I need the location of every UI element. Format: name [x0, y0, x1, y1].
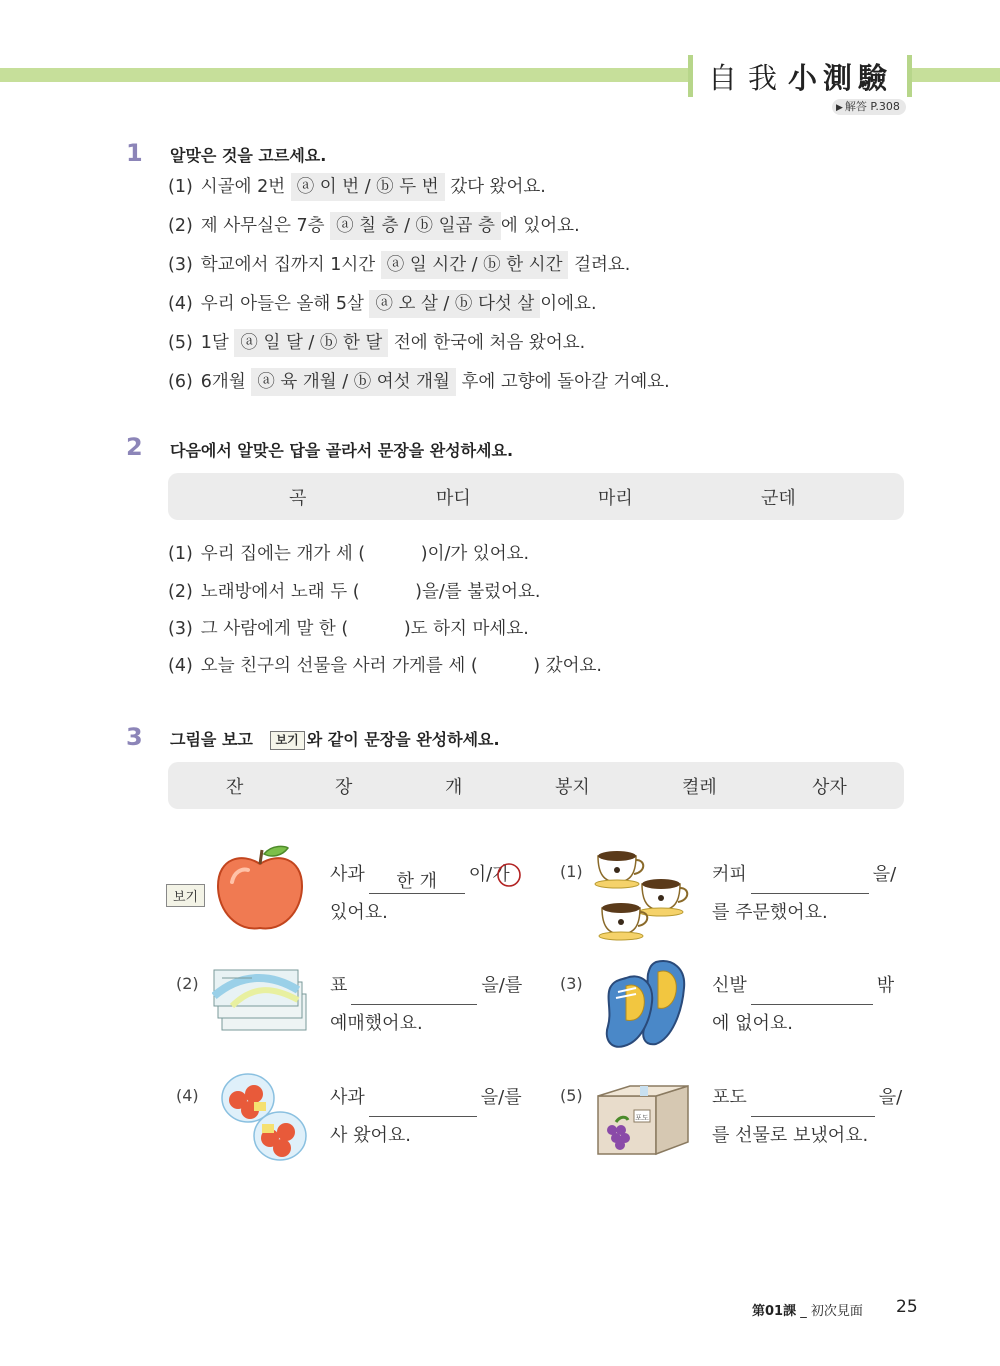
- item-text: 6개월: [200, 372, 246, 392]
- item-text: 걸려요.: [574, 255, 631, 275]
- item-text: 우리 집에는 개가 세 ( )이/가 있어요.: [200, 544, 530, 564]
- option-choice: ⓐ 이 번 / ⓑ 두 번: [291, 173, 445, 201]
- header-bar-left: [0, 68, 688, 82]
- example-answer-text: 한 개: [396, 871, 438, 892]
- item-text: 후에 고향에 돌아갈 거예요.: [461, 372, 670, 392]
- item-number: (3): [560, 974, 583, 993]
- item-number: (5): [560, 1086, 583, 1105]
- page-title: [708, 56, 908, 96]
- coffee-cups-icon: [592, 846, 692, 942]
- q1-item-2: [168, 212, 580, 240]
- item-3-line-1: [712, 967, 894, 1005]
- item-text: 을/를: [480, 1087, 522, 1108]
- item-number: (1): [168, 544, 193, 564]
- word-option: 장: [335, 777, 353, 798]
- word-option: 개: [445, 777, 463, 798]
- item-number: (5): [168, 333, 193, 353]
- item-number: (4): [168, 656, 193, 676]
- item-3-line-2: 에 없어요.: [712, 1013, 793, 1034]
- item-2-line-2: 예매했어요.: [330, 1013, 423, 1034]
- example-text: 사과: [330, 864, 365, 885]
- word-option: 켤레: [682, 777, 717, 798]
- item-number: (1): [560, 862, 583, 881]
- title-bold: 小測驗: [788, 61, 894, 95]
- lesson-label: 第: [752, 1304, 766, 1319]
- word-option: 군데: [761, 488, 796, 509]
- q1-item-1: [168, 173, 546, 201]
- q1-item-6: [168, 368, 670, 396]
- q2-item-3: [168, 615, 529, 643]
- question-1-title: 알맞은 것을 고르세요.: [170, 146, 327, 165]
- option-choice: ⓐ 칠 층 / ⓑ 일곱 층: [330, 212, 501, 240]
- q1-item-5: [168, 329, 585, 357]
- item-number: (2): [168, 216, 193, 236]
- option-choice: ⓐ 일 달 / ⓑ 한 달: [234, 329, 388, 357]
- lesson-footer: [752, 1300, 863, 1319]
- option-choice: ⓐ 육 개월 / ⓑ 여섯 개월: [251, 368, 456, 396]
- item-text: 갔다 왔어요.: [450, 177, 546, 197]
- question-1-number: 1: [126, 139, 143, 167]
- q2-item-1: [168, 540, 529, 568]
- item-text: 포도: [712, 1087, 747, 1108]
- item-number: (2): [176, 974, 199, 993]
- answer-blank[interactable]: [751, 982, 873, 1005]
- item-text: 노래방에서 노래 두 ( )을/를 불렀어요.: [200, 582, 541, 602]
- shoes-icon: [596, 958, 692, 1050]
- item-text: 이에요.: [540, 294, 597, 314]
- item-number: (3): [168, 619, 193, 639]
- item-text: 에 있어요.: [500, 216, 580, 236]
- word-option: 잔: [226, 777, 244, 798]
- item-text: 사과: [330, 1087, 365, 1108]
- triangle-right-icon: ▶: [836, 103, 843, 113]
- item-text: 제 사무실은 7층: [200, 216, 325, 236]
- header-bar-right: [912, 68, 1000, 82]
- answer-blank[interactable]: [751, 1094, 875, 1117]
- item-1-line-2: 를 주문했어요.: [712, 902, 828, 923]
- item-text: 을/를: [481, 975, 523, 996]
- lesson-label: 課: [783, 1304, 797, 1319]
- answer-blank[interactable]: [369, 1094, 477, 1117]
- example-tag: 보기: [166, 884, 205, 907]
- title-light: 自我: [708, 61, 789, 95]
- item-5-line-1: [712, 1079, 902, 1117]
- apple-icon: [212, 842, 308, 934]
- word-option: 상자: [812, 777, 847, 798]
- item-text: 학교에서 집까지 1시간: [200, 255, 376, 275]
- item-number: (4): [168, 294, 193, 314]
- option-choice: ⓐ 오 살 / ⓑ 다섯 살: [369, 290, 540, 318]
- question-3-number: 3: [126, 723, 143, 751]
- header-separator-left: [688, 55, 693, 97]
- item-number: (3): [168, 255, 193, 275]
- lesson-title: _ 初次見面: [800, 1304, 863, 1319]
- item-text: 을/: [878, 1087, 903, 1108]
- question-2-number: 2: [126, 433, 143, 461]
- q1-item-4: [168, 290, 597, 318]
- item-number: (2): [168, 582, 193, 602]
- item-1-line-1: [712, 856, 896, 894]
- grape-box-icon: [596, 1082, 692, 1156]
- item-text: 커피: [712, 864, 747, 885]
- item-text: 1달: [200, 333, 229, 353]
- item-text: 그 사람에게 말 한 ( )도 하지 마세요.: [200, 619, 529, 639]
- item-number: (6): [168, 372, 193, 392]
- q1-item-3: [168, 251, 630, 279]
- item-5-line-2: 를 선물로 보냈어요.: [712, 1125, 869, 1146]
- item-text: 시골에 2번: [200, 177, 286, 197]
- box-label: 포도: [635, 1114, 649, 1122]
- q3-word-box: [168, 762, 904, 809]
- apple-bags-icon: [218, 1068, 310, 1162]
- word-option: 마디: [436, 488, 471, 509]
- q2-word-box: [168, 473, 904, 520]
- tickets-icon: [212, 966, 308, 1036]
- answer-blank[interactable]: [351, 982, 477, 1005]
- word-option: 봉지: [555, 777, 590, 798]
- bogi-label: 보기: [270, 731, 305, 750]
- item-text: 오늘 친구의 선물을 사러 가게를 세 ( ) 갔어요.: [200, 656, 602, 676]
- item-4-line-2: 사 왔어요.: [330, 1125, 411, 1146]
- item-2-line-1: [330, 967, 522, 1005]
- example-line-2: 있어요.: [330, 902, 388, 923]
- item-4-line-1: [330, 1079, 522, 1117]
- example-answer: [369, 871, 465, 894]
- example-line-1: [330, 856, 510, 894]
- word-option: 곡: [289, 488, 307, 509]
- answer-reference: [832, 99, 906, 115]
- item-number: (4): [176, 1086, 199, 1105]
- item-text: 밖: [876, 975, 895, 996]
- title-text: 그림을 보고: [170, 730, 253, 749]
- item-text: 을/: [872, 864, 897, 885]
- item-text: 신발: [712, 975, 747, 996]
- page-number: 25: [896, 1297, 918, 1317]
- option-choice: ⓐ 일 시간 / ⓑ 한 시간: [381, 251, 569, 279]
- title-text: 와 같이 문장을 완성하세요.: [306, 730, 500, 749]
- item-text: 표: [330, 975, 348, 996]
- question-2-title: 다음에서 알맞은 답을 골라서 문장을 완성하세요.: [170, 441, 514, 460]
- word-option: 마리: [598, 488, 633, 509]
- item-text: 전에 한국에 처음 왔어요.: [393, 333, 586, 353]
- q2-item-4: [168, 652, 602, 680]
- answer-reference-text: 解答 P.308: [844, 100, 900, 113]
- lesson-number: 01: [765, 1304, 784, 1319]
- example-text: 이/가: [468, 864, 510, 885]
- item-text: 우리 아들은 올해 5살: [200, 294, 364, 314]
- answer-blank[interactable]: [751, 871, 869, 894]
- item-number: (1): [168, 177, 193, 197]
- q2-item-2: [168, 578, 540, 606]
- question-3-title: [170, 727, 500, 750]
- answer-circle-mark: [496, 862, 522, 888]
